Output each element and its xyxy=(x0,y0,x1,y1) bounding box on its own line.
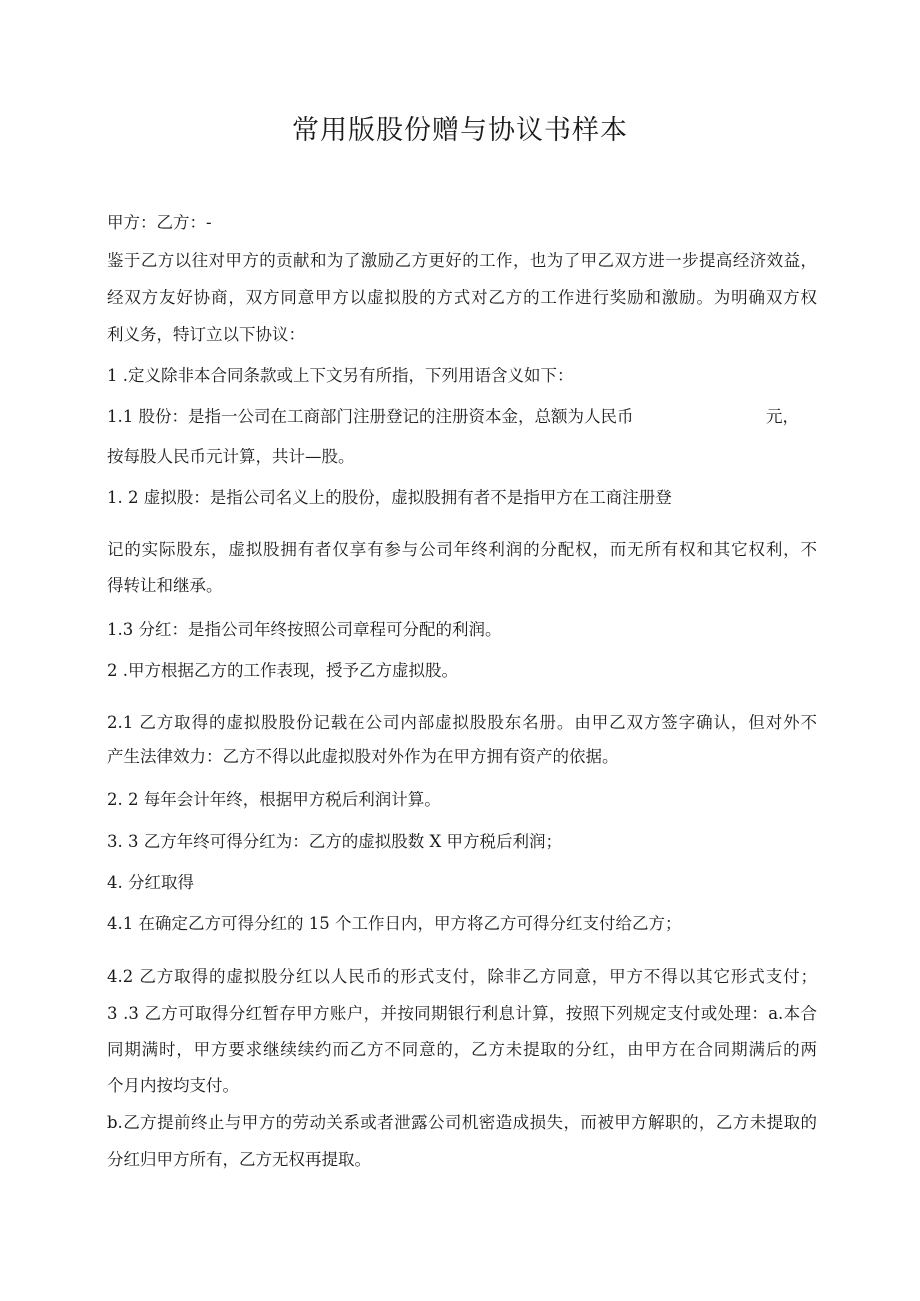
clause-1: 1 .定义除非本合同条款或上下文另有所指，下列用语含义如下： xyxy=(107,366,574,385)
party-line: 甲方：乙方：- xyxy=(107,213,212,232)
clause-1-1-cont: 按每股人民币元计算，共计—股。 xyxy=(107,447,355,466)
clause-3-3: 3. 3 乙方年终可得分红为：乙方的虚拟股数 X 甲方税后利润； xyxy=(107,832,562,851)
document-title: 常用版股份赠与协议书样本 xyxy=(292,115,628,146)
clause-1-2-cont: 得转让和继承。 xyxy=(107,576,223,595)
clause-b-cont: 分红归甲方所有，乙方无权再提取。 xyxy=(107,1150,371,1169)
paragraph-line: 利义务，特订立以下协议： xyxy=(107,325,305,344)
clause-1-1: 1.1 股份：是指一公司在工商部门注册登记的注册资本金，总额为人民币 xyxy=(107,407,634,426)
clause-4-3-cont: 个月内按均支付。 xyxy=(107,1076,239,1095)
clause-1-1-unit: 元， xyxy=(766,407,799,426)
clause-4-2: 4.2 乙方取得的虚拟股分红以人民币的形式支付，除非乙方同意，甲方不得以其它形式支付； xyxy=(107,967,817,986)
clause-b: b.乙方提前终止与甲方的劳动关系或者泄露公司机密造成损失，而被甲方解职的，乙方未提取的 xyxy=(107,1113,817,1132)
clause-2: 2 .甲方根据乙方的工作表现，授予乙方虚拟股。 xyxy=(107,661,458,680)
clause-4-3-cont: 同期满时，甲方要求继续续约而乙方不同意的，乙方未提取的分红，由甲方在合同期满后的两 xyxy=(107,1040,817,1059)
clause-1-3: 1.3 分红：是指公司年终按照公司章程可分配的利润。 xyxy=(107,620,502,639)
clause-4-1: 4.1 在确定乙方可得分红的 15 个工作日内，甲方将乙方可得分红支付给乙方； xyxy=(107,914,682,933)
clause-2-2: 2. 2 每年会计年终，根据甲方税后利润计算。 xyxy=(107,790,441,809)
paragraph-line: 经双方友好协商，双方同意甲方以虚拟股的方式对乙方的工作进行奖励和激励。为明确双方权 xyxy=(107,288,817,307)
paragraph-line: 鉴于乙方以往对甲方的贡献和为了激励乙方更好的工作，也为了甲乙双方进一步提高经济效益， xyxy=(107,251,817,270)
clause-1-2: 1. 2 虚拟股：是指公司名义上的股份，虚拟股拥有者不是指甲方在工商注册登 xyxy=(107,488,672,507)
clause-4: 4. 分红取得 xyxy=(107,873,194,892)
clause-2-1-cont: 产生法律效力：乙方不得以此虚拟股对外作为在甲方拥有资产的依据。 xyxy=(107,747,619,766)
clause-2-1: 2.1 乙方取得的虚拟股股份记载在公司内部虚拟股股东名册。由甲乙双方签字确认，但对外不 xyxy=(107,713,817,732)
clause-1-2-cont: 记的实际股东，虚拟股拥有者仅享有参与公司年终利润的分配权，而无所有权和其它权利，不 xyxy=(107,540,817,559)
clause-4-3: 3 .3 乙方可取得分红暂存甲方账户，并按同期银行利息计算，按照下列规定支付或处理：a.本合 xyxy=(107,1004,817,1023)
